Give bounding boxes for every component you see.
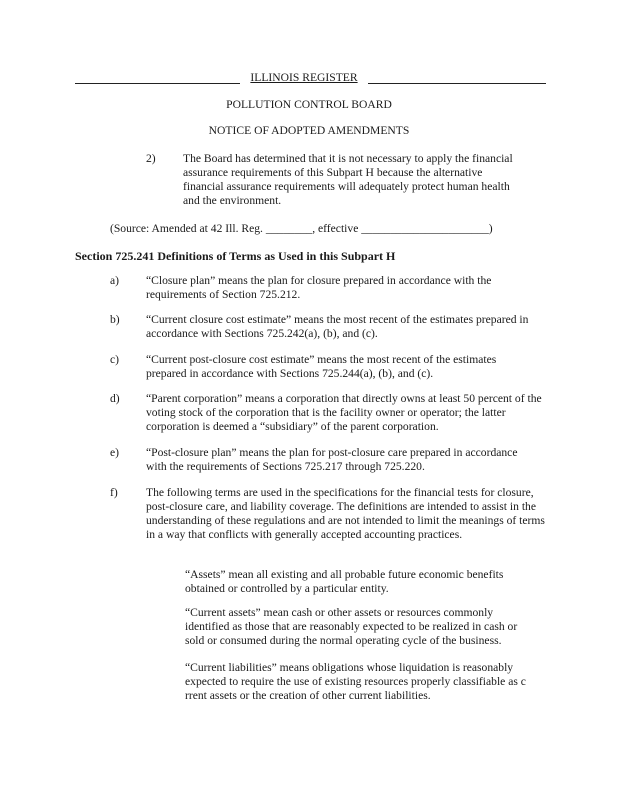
item-b-label: b) [110,313,120,326]
item-c-text: “Current post-closure cost estimate” means the most recent of the estimates prepared in accordance with Sections 725.244(a), (b), and (c). [146,353,497,380]
item-c-label: c) [110,353,120,366]
notice-title: NOTICE OF ADOPTED AMENDMENTS [208,124,410,137]
item-d-label: d) [110,392,120,405]
item-f-text: The following terms are used in the specifications for the financial tests for closure, post-closure care, and liability coverage. The definitions are intended to assist in the understanding of these regulations and are not intended to limit the meanings of terms in a way that conflicts with generally accepted accounting practices. [146,486,545,541]
header-rule-left [75,83,240,84]
item-e-label: e) [110,446,120,459]
item-f-label: f) [110,486,118,499]
definition-assets: “Assets” mean all existing and all probable future economic benefits obtained or controlled by a particular entity. [185,568,504,595]
intro-item-text: The Board has determined that it is not necessary to apply the financial assurance requirements of this Subpart H because the alternative financial assurance requirements will adequately protect human health and the environment. [183,152,513,207]
definition-current-assets: “Current assets” mean cash or other assets or resources commonly identified as those that are reasonably expected to be realized in cash or sold or consumed during the normal operating cycle of the business. [185,606,518,647]
header-rule-right [368,83,546,84]
item-a-label: a) [110,274,120,287]
item-a-text: “Closure plan” means the plan for closure prepared in accordance with the requirements of Section 725.212. [146,274,492,301]
register-title: ILLINOIS REGISTER [240,71,368,85]
item-e-text: “Post-closure plan” means the plan for post-closure care prepared in accordance with the requirements of Sections 725.217 through 725.220. [146,446,518,473]
item-d-text: “Parent corporation” means a corporation that directly owns at least 50 percent of the voting stock of the corporation that is the facility owner or operator; the latter corporation is deemed a “subsidiary” of the parent corporation. [146,392,542,433]
source-line: (Source: Amended at 42 Ill. Reg. ________, effective ______________________) [110,222,493,235]
item-b-text: “Current closure cost estimate” means the most recent of the estimates prepared in accordance with Sections 725.242(a), (b), and (c). [146,313,529,340]
intro-item-number: 2) [146,152,156,165]
section-heading: Section 725.241 Definitions of Terms as Used in this Subpart H [75,249,396,263]
definition-current-liabilities: “Current liabilities” means obligations whose liquidation is reasonably expected to require the use of existing resources properly classifiable as c rrent assets or the creation of other current liabilities. [185,661,526,702]
board-title: POLLUTION CONTROL BOARD [226,98,392,111]
